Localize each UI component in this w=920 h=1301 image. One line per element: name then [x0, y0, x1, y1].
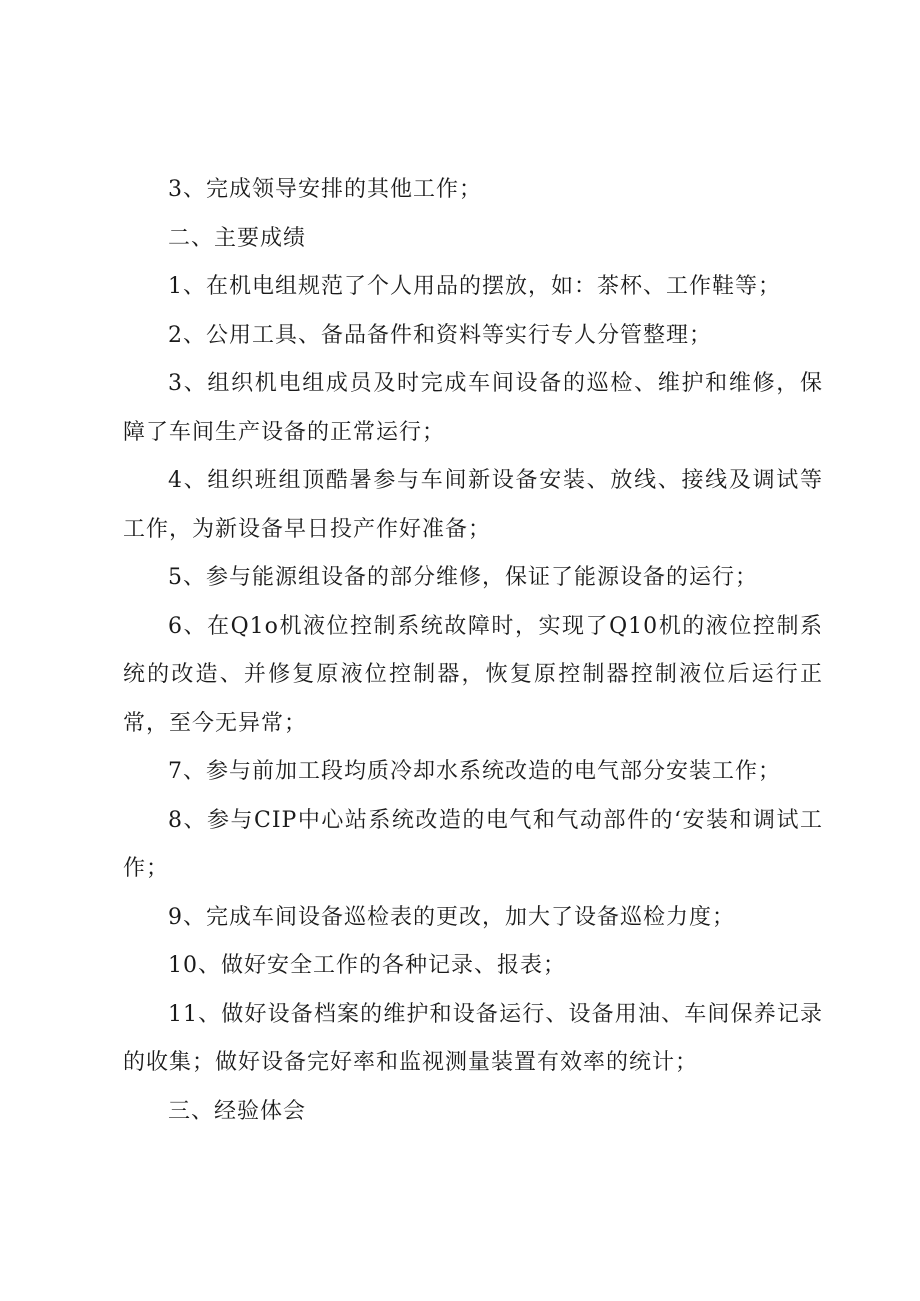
achievement-item-1: 1、在机电组规范了个人用品的摆放，如：茶杯、工作鞋等； [168, 274, 781, 299]
achievement-item-9: 9、完成车间设备巡检表的更改，加大了设备巡检力度； [168, 904, 735, 930]
achievement-item-2: 2、公用工具、备品备件和资料等实行专人分管整理； [168, 322, 712, 348]
section-heading-main-achievements: 二、主要成绩 [168, 225, 307, 251]
paragraph-item-3-other-work: 3、完成领导安排的其他工作； [168, 177, 482, 202]
achievement-item-4: 4、组织班组顶酷暑参与车间新设备安装、放线、接线及调试等工作，为新设备早日投产作好准备； [123, 468, 823, 542]
achievement-item-10: 10、做好安全工作的各种记录、报表； [168, 953, 566, 978]
achievement-item-5: 5、参与能源组设备的部分维修，保证了能源设备的运行； [168, 565, 758, 590]
achievement-item-11: 11、做好设备档案的维护和设备运行、设备用油、车间保养记录的收集；做好设备完好率和监视测量装置有效率的统计； [123, 1001, 823, 1075]
achievement-item-3: 3、组织机电组成员及时完成车间设备的巡检、维护和维修，保障了车间生产设备的正常运行； [123, 371, 823, 445]
section-heading-experience: 三、经验体会 [168, 1098, 307, 1124]
document-body [123, 166, 823, 1136]
achievement-item-8: 8、参与CIP中心站系统改造的电气和气动部件的‘安装和调试工作； [123, 807, 823, 881]
achievement-item-7: 7、参与前加工段均质冷却水系统改造的电气部分安装工作； [168, 759, 781, 784]
achievement-item-6: 6、在Q1o机液位控制系统故障时，实现了Q10机的液位控制系统的改造、并修复原液位控制器，恢复原控制器控制液位后运行正常，至今无异常； [123, 613, 823, 736]
